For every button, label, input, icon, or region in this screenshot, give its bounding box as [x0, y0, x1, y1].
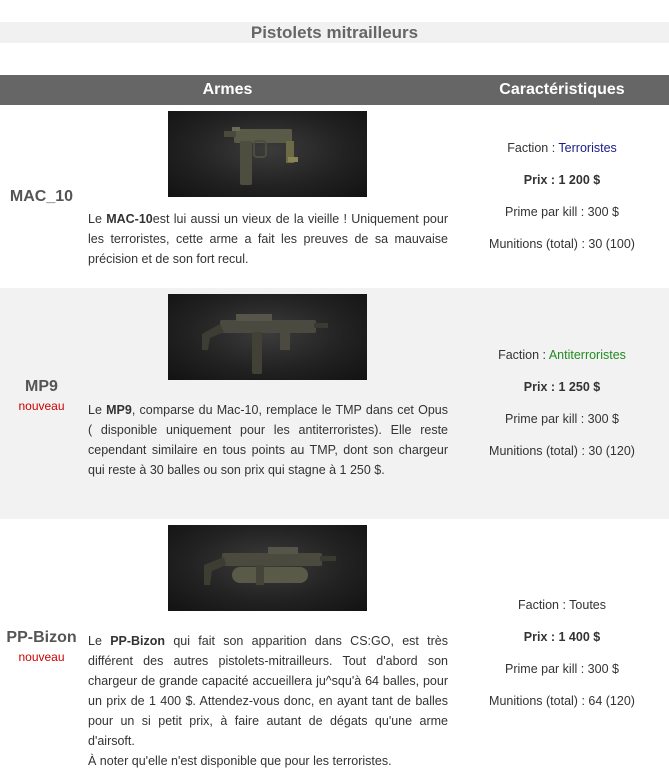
desc-note: À noter qu'elle n'est disponible que pour les terroristes. [88, 754, 392, 768]
faction-value: Toutes [569, 598, 607, 612]
desc-lead: Le [88, 212, 107, 226]
desc-lead: Le [88, 403, 107, 417]
ammo: Munitions (total) : 64 (120) [489, 694, 635, 708]
desc-weapon-name: PP-Bizon [110, 634, 166, 648]
new-badge: nouveau [18, 650, 65, 664]
kill-reward: Prime par kill : 300 $ [505, 412, 619, 426]
weapon-row-mp9 [0, 288, 669, 519]
weapon-image-mp9 [168, 294, 367, 380]
table-header [0, 75, 669, 105]
faction-value: Terroristes [558, 141, 617, 155]
weapon-specs [455, 595, 669, 723]
faction-label: Faction : [507, 141, 559, 155]
weapon-specs [455, 345, 669, 473]
weapon-row-mac10 [0, 105, 669, 288]
faction-line [455, 595, 669, 627]
kill-reward: Prime par kill : 300 $ [505, 662, 619, 676]
ammo: Munitions (total) : 30 (100) [489, 237, 635, 251]
smg-icon [168, 525, 367, 611]
weapon-row-ppbizon [0, 519, 669, 779]
weapon-name: MAC_10 [9, 188, 74, 205]
weapon-name: MP9 [25, 378, 58, 395]
faction-value: Antiterroristes [548, 348, 626, 362]
weapon-description [88, 209, 448, 269]
faction-line [455, 138, 669, 170]
desc-text: , comparse du Mac-10, remplace le TMP dans cet Opus ( disponible uniquement pour les antiterroristes). Elle reste cependant similaire en tous points au TMP, dont son chargeur qui reste à 30 balles ou son prix qui stagne à 1 250 $. [88, 403, 448, 477]
desc-text: est lui aussi un vieux de la vieille ! Uniquement pour les terroristes, cette arme a fait les preuves de sa mauvaise précision et de son fort recul. [88, 212, 448, 266]
smg-icon [168, 111, 367, 197]
faction-line [455, 345, 669, 377]
desc-weapon-name: MP9 [106, 403, 132, 417]
price: Prix : 1 200 $ [523, 173, 601, 187]
weapon-image-mac10 [168, 111, 367, 197]
weapon-image-ppbizon [168, 525, 367, 611]
weapon-name: PP-Bizon [6, 629, 77, 646]
weapon-specs [455, 138, 669, 266]
desc-weapon-name: MAC-10 [106, 212, 153, 226]
section-title: Pistolets mitrailleurs [0, 22, 669, 43]
ammo: Munitions (total) : 30 (120) [489, 444, 635, 458]
price: Prix : 1 400 $ [523, 630, 601, 644]
price: Prix : 1 250 $ [523, 380, 601, 394]
weapon-description [88, 631, 448, 771]
smg-icon [168, 294, 367, 380]
desc-lead: Le [88, 634, 111, 648]
column-header-specs: Caractéristiques [499, 81, 625, 98]
desc-text: qui fait son apparition dans CS:GO, est très différent des autres pistolets-mitrailleurs. Tout d'abord son chargeur de grande capacité accueillera ju^squ'à 64 balles, pour un prix de 1 400 $. Attendez-vous donc, en ayant tant de balles pour un si petit prix, à faire autant de dégats qu'une arme d'airsoft. [88, 634, 448, 748]
kill-reward: Prime par kill : 300 $ [505, 205, 619, 219]
weapon-description [88, 400, 448, 480]
faction-label: Faction : [517, 598, 570, 612]
faction-label: Faction : [498, 348, 549, 362]
new-badge: nouveau [18, 399, 65, 413]
column-header-weapons: Armes [202, 81, 253, 98]
